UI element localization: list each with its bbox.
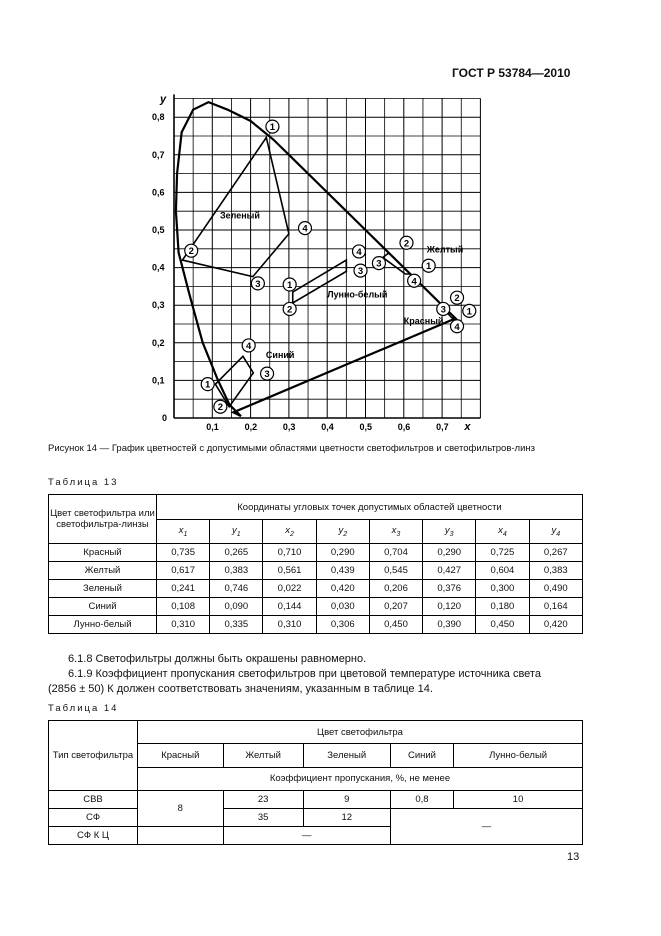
figure-caption: Рисунок 14 — График цветностей с допустимыми областями цветности светофильтров и светофильтров-линз xyxy=(48,443,535,454)
table13-cell: 0,545 xyxy=(369,562,422,580)
table14-subheader: Коэффициент пропускания, %, не менее xyxy=(138,767,583,790)
table14-svv-green: 9 xyxy=(303,791,390,809)
corner-marker-number: 4 xyxy=(411,276,417,288)
table13-cell: 0,120 xyxy=(423,598,476,616)
chart-grid xyxy=(174,98,480,418)
table13-coord-header: $x_2$ xyxy=(263,520,316,544)
table13-cell: 0,376 xyxy=(423,580,476,598)
table14-color-green: Зеленый xyxy=(303,744,390,767)
table13-group-header: Координаты угловых точек допустимых областей цветности xyxy=(157,495,583,520)
table13-color-name: Зеленый xyxy=(49,580,157,598)
table13-coord-header: $x_3$ xyxy=(369,520,422,544)
corner-marker-number: 3 xyxy=(255,278,261,290)
y-tick-label: 0,5 xyxy=(152,225,165,235)
x-axis-label: x xyxy=(464,421,471,433)
table13-cell: 0,030 xyxy=(316,598,369,616)
corner-marker-number: 1 xyxy=(287,280,293,292)
table13-coord-header: $y_4$ xyxy=(529,520,582,544)
region-boundary xyxy=(182,138,288,277)
corner-marker-number: 4 xyxy=(454,321,460,333)
table13-row xyxy=(49,598,583,616)
table14-red-value: 8 xyxy=(138,791,224,827)
table14-color-blue: Синий xyxy=(390,744,453,767)
table13-cell: 0,144 xyxy=(263,598,316,616)
y-tick-label: 0,3 xyxy=(152,300,165,311)
x-tick-label: 0,5 xyxy=(359,422,373,432)
table13-cell: 0,450 xyxy=(369,616,422,634)
table13-cell: 0,241 xyxy=(157,580,210,598)
paragraph-6-1-9-line1: 6.1.9 Коэффициент пропускания светофильтров при цветовой температуре источника света xyxy=(68,668,541,680)
table13-coord-header: $x_1$ xyxy=(157,520,210,544)
table13-cell: 0,383 xyxy=(210,562,263,580)
corner-marker-number: 4 xyxy=(302,223,308,235)
table13-cell: 0,265 xyxy=(210,544,263,562)
table13-col0-header: Цвет светофильтра или светофильтра-линзы xyxy=(49,495,157,544)
table13-cell: 0,300 xyxy=(476,580,529,598)
corner-marker-number: 2 xyxy=(287,304,293,316)
table14-svv-moon: 10 xyxy=(454,791,583,809)
table14-type-sf: СФ xyxy=(49,809,138,827)
table13-cell: 0,390 xyxy=(423,616,476,634)
table14-sf-yellow: 35 xyxy=(223,809,303,827)
y-tick-label: 0,1 xyxy=(152,375,165,386)
table14-type-svv: СВВ xyxy=(49,791,138,809)
table13-cell: 0,420 xyxy=(316,580,369,598)
y-tick-label: 0,4 xyxy=(152,262,165,273)
corner-marker-number: 1 xyxy=(466,306,472,318)
table13-cell: 0,306 xyxy=(316,616,369,634)
table13-color-name: Красный xyxy=(49,544,157,562)
table13-coord-header: $y_1$ xyxy=(210,520,263,544)
region-label: Синий xyxy=(265,349,295,360)
corner-marker-number: 4 xyxy=(246,340,252,352)
table13-cell: 0,450 xyxy=(476,616,529,634)
table13-row xyxy=(49,544,583,562)
corner-marker-number: 3 xyxy=(264,369,270,381)
table13-row xyxy=(49,562,583,580)
table14-svv-blue: 0,8 xyxy=(390,791,453,809)
region-label: Зеленый xyxy=(219,210,260,221)
table14-sfkc-red xyxy=(138,827,224,845)
table14-svv-yellow: 23 xyxy=(223,791,303,809)
table13-cell: 0,427 xyxy=(423,562,476,580)
chromaticity-regions xyxy=(182,138,455,407)
table14-group-header: Цвет светофильтра xyxy=(138,721,583,744)
table13-cell: 0,725 xyxy=(476,544,529,562)
table13-cell: 0,290 xyxy=(316,544,369,562)
table13-cell: 0,490 xyxy=(529,580,582,598)
table13-cell: 0,108 xyxy=(157,598,210,616)
region-label: Желтый xyxy=(426,244,464,255)
table13-row xyxy=(49,616,583,634)
corner-marker-number: 4 xyxy=(356,246,362,258)
y-tick-label: 0,2 xyxy=(152,337,165,348)
table14-sfkc-yellow-green: — xyxy=(223,827,390,845)
table13-cell: 0,561 xyxy=(263,562,316,580)
table14-color-moon: Лунно-белый xyxy=(454,744,583,767)
y-tick-label: 0,8 xyxy=(152,112,165,123)
table13-color-name: Лунно-белый xyxy=(49,616,157,634)
table13-cell: 0,604 xyxy=(476,562,529,580)
paragraph-6-1-8: 6.1.8 Светофильтры должны быть окрашены равномерно. xyxy=(68,653,367,665)
region-label: Лунно-белый xyxy=(327,289,388,300)
corner-marker-number: 1 xyxy=(205,379,211,391)
table-14 xyxy=(48,720,583,845)
standard-header: ГОСТ Р 53784—2010 xyxy=(452,66,571,80)
region-label: Красный xyxy=(403,316,444,326)
corner-markers xyxy=(185,120,476,413)
chromaticity-chart xyxy=(0,0,661,440)
table14-label: Таблица 14 xyxy=(48,703,119,714)
table14-type-sfkc: СФ К Ц xyxy=(49,827,138,845)
paragraph-6-1-9-line2: (2856 ± 50) К должен соответствовать значениям, указанным в таблице 14. xyxy=(48,683,433,695)
y-tick-label: 0,7 xyxy=(152,149,165,160)
table13-cell: 0,710 xyxy=(263,544,316,562)
table13-color-name: Синий xyxy=(49,598,157,616)
table14-sf-blue-moon: — xyxy=(390,809,582,845)
x-tick-label: 0,2 xyxy=(244,422,258,432)
corner-marker-number: 2 xyxy=(188,246,194,258)
corner-marker-number: 1 xyxy=(426,261,432,273)
region-boundary xyxy=(383,253,411,274)
table13-coord-header: $y_3$ xyxy=(423,520,476,544)
table13-cell: 0,335 xyxy=(210,616,263,634)
table13-cell: 0,022 xyxy=(263,580,316,598)
table13-cell: 0,439 xyxy=(316,562,369,580)
corner-marker-number: 2 xyxy=(454,293,460,305)
table13-cell: 0,746 xyxy=(210,580,263,598)
corner-marker-number: 3 xyxy=(376,258,382,270)
table13-cell: 0,420 xyxy=(529,616,582,634)
table13-cell: 0,207 xyxy=(369,598,422,616)
table13-cell: 0,310 xyxy=(263,616,316,634)
table13-cell: 0,310 xyxy=(157,616,210,634)
table14-color-yellow: Желтый xyxy=(223,744,303,767)
corner-marker-number: 2 xyxy=(217,402,223,414)
page-number: 13 xyxy=(567,851,580,863)
table13-color-name: Желтый xyxy=(49,562,157,580)
corner-marker-number: 3 xyxy=(357,266,364,278)
y-tick-label: 0,6 xyxy=(152,187,165,198)
table13-cell: 0,090 xyxy=(210,598,263,616)
table14-col0-header: Тип светофильтра xyxy=(49,721,138,791)
table13-cell: 0,164 xyxy=(529,598,582,616)
table-13 xyxy=(48,494,583,634)
table14-sf-green: 12 xyxy=(303,809,390,827)
x-tick-label: 0,1 xyxy=(206,422,219,432)
table13-cell: 0,180 xyxy=(476,598,529,616)
x-tick-label: 0,6 xyxy=(397,422,411,432)
table13-cell: 0,704 xyxy=(369,544,422,562)
table13-cell: 0,290 xyxy=(423,544,476,562)
corner-marker-number: 1 xyxy=(269,122,276,134)
x-tick-label: 0,3 xyxy=(282,422,296,432)
corner-marker-number: 2 xyxy=(403,238,410,250)
y-axis-label: y xyxy=(160,93,167,106)
table13-coord-header: $y_2$ xyxy=(316,520,369,544)
table13-coord-header: $x_4$ xyxy=(476,520,529,544)
origin-label: 0 xyxy=(162,413,168,423)
table14-color-red: Красный xyxy=(138,744,224,767)
spectral-locus xyxy=(176,102,456,416)
table13-cell: 0,267 xyxy=(529,544,582,562)
table13-cell: 0,617 xyxy=(157,562,210,580)
table13-cell: 0,383 xyxy=(529,562,582,580)
table13-cell: 0,735 xyxy=(157,544,210,562)
table13-label: Таблица 13 xyxy=(48,477,119,488)
x-tick-label: 0,7 xyxy=(436,422,449,432)
table13-cell: 0,206 xyxy=(369,580,422,598)
table13-row xyxy=(49,580,583,598)
x-tick-label: 0,4 xyxy=(321,422,334,432)
corner-marker-number: 3 xyxy=(440,304,446,316)
